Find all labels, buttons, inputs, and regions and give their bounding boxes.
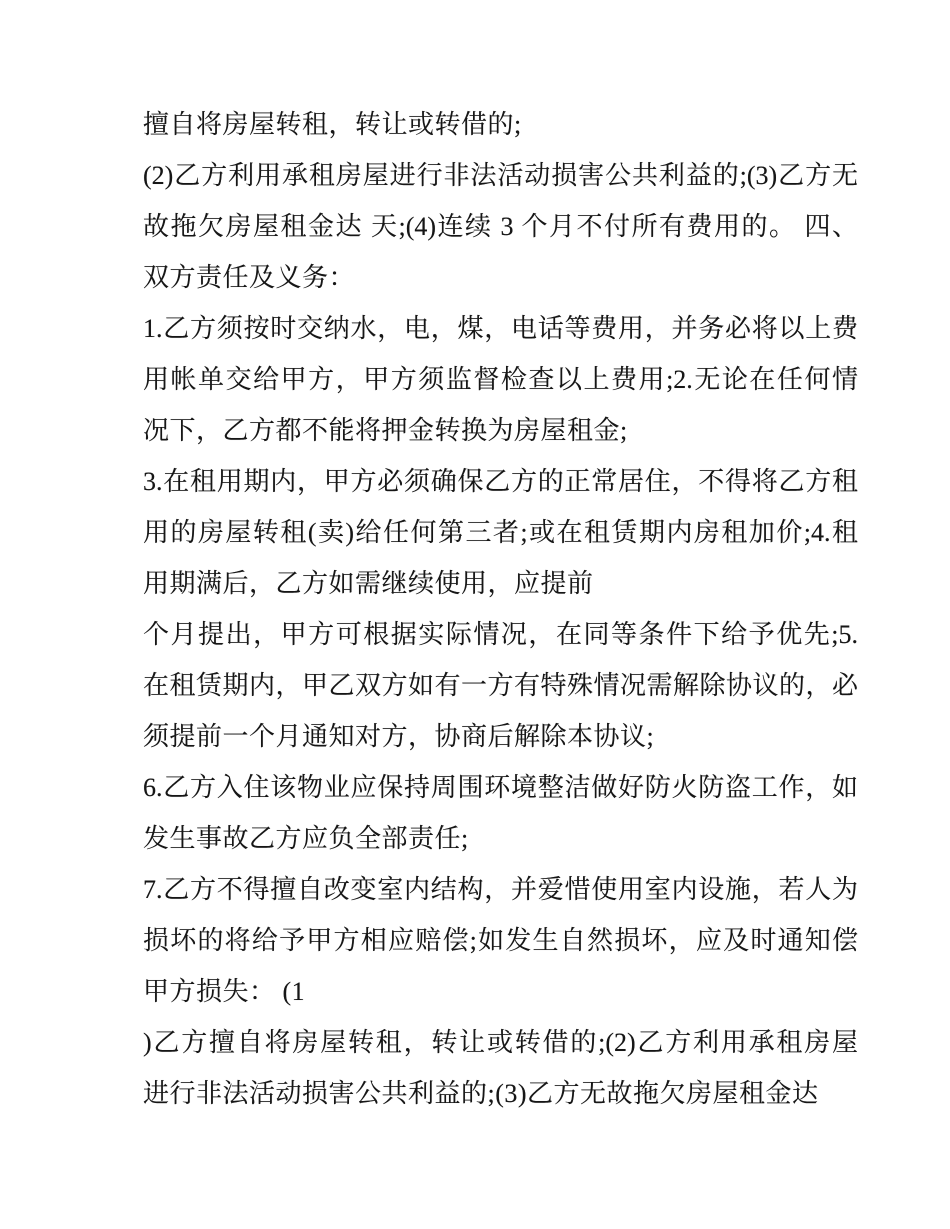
text-line: 擅自将房屋转租，转让或转借的; <box>143 110 522 139</box>
document-page <box>143 99 858 1119</box>
text-line: 6.乙方入住该物业应保持周围环境整洁做好防火防盗工作，如 <box>143 773 858 802</box>
text-line: 须提前一个月通知对方，协商后解除本协议; <box>143 722 655 751</box>
text-line: )乙方擅自将房屋转租，转让或转借的;(2)乙方利用承租房屋 <box>143 1028 858 1057</box>
text-line: 1.乙方须按时交纳水，电，煤，电话等费用，并务必将以上费 <box>143 314 858 343</box>
text-line: 用的房屋转租(卖)给任何第三者;或在租赁期内房租加价;4.租 <box>143 518 858 547</box>
text-line: 7.乙方不得擅自改变室内结构，并爱惜使用室内设施，若人为 <box>143 875 858 904</box>
text-line: 用期满后，乙方如需继续使用，应提前 <box>143 569 594 598</box>
text-line: 3.在租用期内，甲方必须确保乙方的正常居住，不得将乙方租 <box>143 467 858 496</box>
text-line: 在租赁期内，甲乙双方如有一方有特殊情况需解除协议的，必 <box>143 671 858 700</box>
text-line: 用帐单交给甲方，甲方须监督检查以上费用;2.无论在任何情 <box>143 365 858 394</box>
text-line: 损坏的将给予甲方相应赔偿;如发生自然损坏，应及时通知偿 <box>143 926 858 955</box>
text-line: 甲方损失： (1 <box>143 977 306 1006</box>
text-line: 况下，乙方都不能将押金转换为房屋租金; <box>143 416 628 445</box>
text-line: 故拖欠房屋租金达 天;(4)连续 3 个月不付所有费用的。 四、 <box>143 212 858 241</box>
text-line: (2)乙方利用承租房屋进行非法活动损害公共利益的;(3)乙方无 <box>143 161 858 190</box>
text-line: 双方责任及义务： <box>143 263 356 292</box>
text-line: 个月提出，甲方可根据实际情况，在同等条件下给予优先;5. <box>143 620 858 649</box>
text-line: 进行非法活动损害公共利益的;(3)乙方无故拖欠房屋租金达 <box>143 1079 819 1108</box>
text-line: 发生事故乙方应负全部责任; <box>143 824 469 853</box>
